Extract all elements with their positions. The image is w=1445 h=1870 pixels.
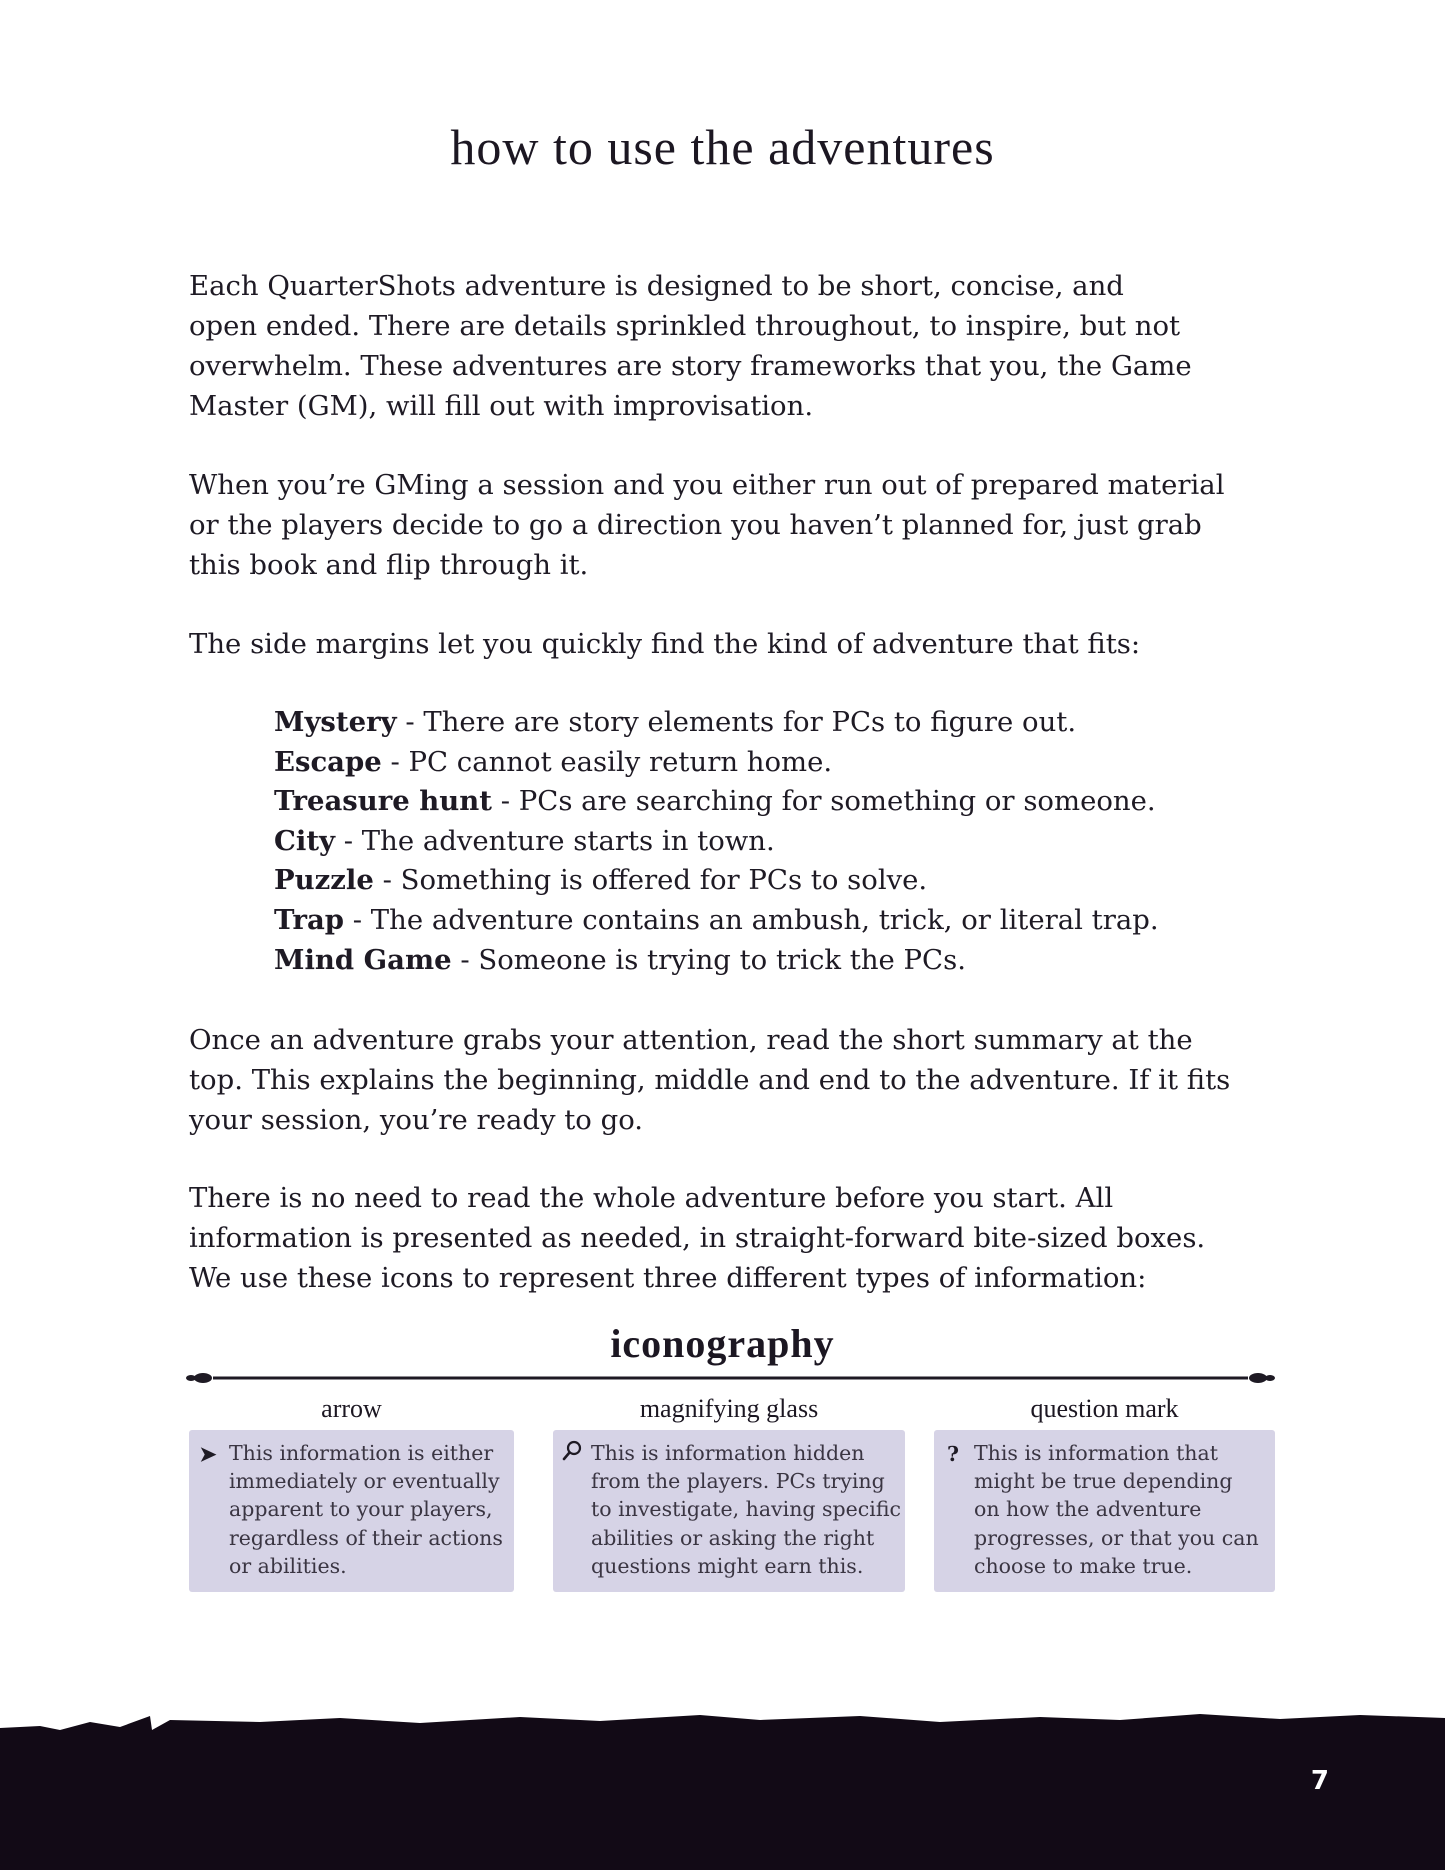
decorative-divider [183, 1368, 1278, 1388]
margins-paragraph [189, 624, 1269, 664]
category-description: - Someone is trying to trick the PCs. [451, 943, 966, 976]
page-title: how to use the adventures [450, 119, 995, 175]
info-box-line: choose to make true. [974, 1553, 1193, 1578]
question-mark-icon: ? [946, 1442, 959, 1466]
category-name: City [274, 824, 336, 857]
gming-paragraph [189, 465, 1269, 585]
paragraph-line: your session, you’re ready to go. [189, 1104, 644, 1136]
category-description: - PCs are searching for something or someone. [492, 785, 1156, 818]
paragraph-line: or the players decide to go a direction you haven’t planned for, just grab [189, 509, 1202, 541]
info-box-line: from the players. PCs trying [591, 1469, 885, 1494]
paragraph-line: When you’re GMing a session and you either run out of prepared material [189, 469, 1225, 501]
info-box-line: progresses, or that you can [974, 1525, 1259, 1550]
arrow-info-box [189, 1430, 514, 1592]
magnifying-glass-label: magnifying glass [639, 1394, 819, 1423]
category-name: Mystery [274, 706, 397, 738]
category-item-escape [274, 743, 1159, 783]
category-name: Mind Game [274, 943, 452, 976]
no-need-paragraph [189, 1178, 1269, 1298]
paragraph-line: Master (GM), will fill out with improvisation. [189, 390, 814, 422]
info-box-line: immediately or eventually [229, 1469, 500, 1494]
info-box-text [591, 1439, 901, 1580]
intro-paragraph [189, 266, 1269, 426]
category-item-treasure-hunt [274, 782, 1159, 822]
paragraph-line: Once an adventure grabs your attention, read the short summary at the [189, 1024, 1193, 1056]
summary-paragraph [189, 1020, 1269, 1140]
paragraph-line: information is presented as needed, in straight-forward bite-sized boxes. [189, 1222, 1206, 1254]
paragraph-line: open ended. There are details sprinkled throughout, to inspire, but not [189, 310, 1181, 342]
info-box-line: to investigate, having specific [591, 1497, 902, 1522]
paragraph-line: top. This explains the beginning, middle and end to the adventure. If it fits [189, 1064, 1231, 1096]
category-description: - Something is offered for PCs to solve. [373, 864, 928, 897]
category-item-city [274, 822, 1159, 862]
magnifying-glass-info-box [553, 1430, 905, 1592]
paragraph-line: We use these icons to represent three different types of information: [189, 1262, 1147, 1294]
info-box-line: abilities or asking the right [591, 1525, 875, 1550]
page-footer-band [0, 1708, 1445, 1870]
category-item-mystery [274, 703, 1159, 743]
magnifying-glass-icon [561, 1440, 583, 1464]
question-mark-label: question mark [1030, 1394, 1179, 1423]
paragraph-line: The side margins let you quickly find the kind of adventure that fits: [189, 628, 1141, 660]
category-name: Trap [274, 903, 344, 936]
info-box-line: apparent to your players, [229, 1497, 493, 1522]
iconography-heading: iconography [610, 1321, 835, 1366]
info-box-line: This is information that [974, 1441, 1218, 1465]
category-name: Escape [274, 745, 382, 778]
category-description: - PC cannot easily return home. [381, 745, 833, 778]
arrow-icon: ➤ [199, 1442, 217, 1466]
category-description: - The adventure starts in town. [335, 824, 775, 857]
paragraph-line: overwhelm. These adventures are story frameworks that you, the Game [189, 350, 1192, 382]
page-number: 7 [1310, 1766, 1329, 1796]
info-box-text [974, 1439, 1259, 1580]
info-box-line: on how the adventure [974, 1497, 1202, 1522]
category-name: Treasure hunt [274, 785, 492, 818]
arrow-label: arrow [321, 1394, 382, 1423]
info-box-line: regardless of their actions [229, 1525, 503, 1550]
info-box-line: might be true depending [974, 1469, 1233, 1494]
category-item-mind-game [274, 941, 1159, 981]
info-box-text [229, 1439, 503, 1580]
category-description: - The adventure contains an ambush, trick, or literal trap. [344, 903, 1159, 936]
info-box-line: This is information hidden [591, 1441, 865, 1465]
paragraph-line: this book and flip through it. [189, 549, 589, 581]
info-box-line: questions might earn this. [591, 1553, 864, 1578]
category-description: - There are story elements for PCs to figure out. [396, 706, 1077, 738]
adventure-category-list [274, 703, 1159, 980]
category-item-puzzle [274, 861, 1159, 901]
info-box-line: or abilities. [229, 1553, 347, 1578]
category-item-trap [274, 901, 1159, 941]
paragraph-line: Each QuarterShots adventure is designed to be short, concise, and [189, 270, 1124, 302]
paragraph-line: There is no need to read the whole adventure before you start. All [189, 1182, 1114, 1214]
category-name: Puzzle [274, 864, 374, 897]
info-box-line: This information is either [229, 1441, 494, 1465]
question-mark-info-box [934, 1430, 1275, 1592]
